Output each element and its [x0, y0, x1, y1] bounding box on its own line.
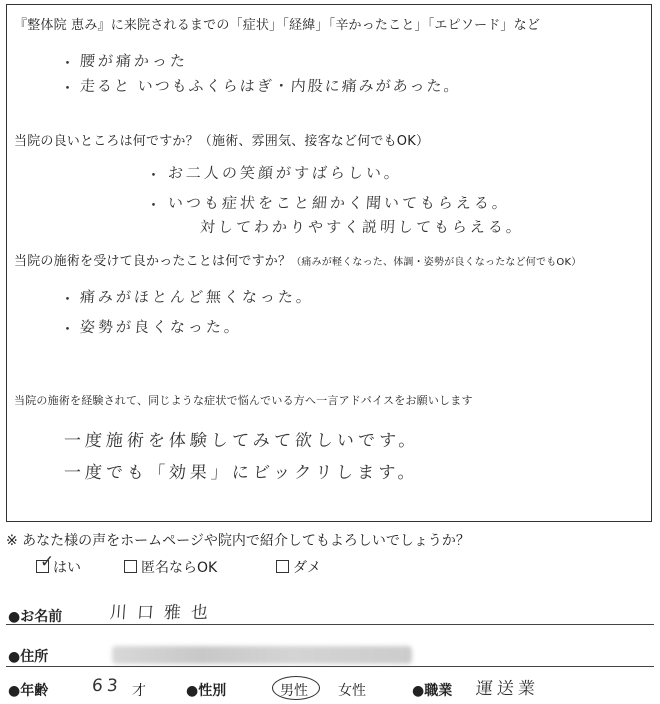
- gender-label: ●性別: [186, 683, 227, 699]
- consent-option-no-label: ダメ: [293, 560, 321, 576]
- bullet: ・: [146, 166, 162, 184]
- name-label: ●お名前: [8, 609, 63, 625]
- answer-benefits-2: 姿勢が良くなった。: [79, 318, 243, 336]
- age-value: 63: [91, 676, 123, 696]
- bullet: ・: [146, 196, 162, 214]
- answer-benefits-1: 痛みがほとんど無くなった。: [79, 288, 315, 306]
- address-underline: [6, 666, 654, 667]
- consent-question: ※ あなた様の声をホームページや院内で紹介してもよろしいでしょうか？: [6, 533, 470, 549]
- consent-option-anonymous-label: 匿名ならOK: [141, 560, 218, 576]
- gender-female[interactable]: 女性: [338, 683, 366, 699]
- consent-option-yes-label: はい: [53, 560, 81, 576]
- answer-advice-1: 一度施術を体験してみて欲しいです。: [63, 431, 421, 451]
- question-symptoms: 『整体院 恵み』に来院されるまでの「症状」「経緯」「辛かったこと」「エピソード」など: [14, 18, 541, 33]
- answer-symptoms-2: 走ると いつもふくらはぎ・内股に痛みがあった。: [79, 77, 462, 95]
- address-redacted: [112, 646, 412, 664]
- checkbox-no[interactable]: [276, 560, 289, 573]
- job-label: ●職業: [412, 683, 453, 699]
- age-unit: 才: [132, 683, 146, 699]
- question-advice: 当院の施術を経験されて、同じような症状で悩んでいる方へ一言アドバイスをお願いします: [14, 394, 473, 407]
- question-benefits: [14, 250, 581, 269]
- answer-good-points-2: いつも症状をこと細かく聞いてもらえる。: [167, 194, 511, 212]
- bullet: ・: [60, 79, 76, 97]
- question-benefits-main: 当院の施術を受けて良かったことは何ですか？: [14, 254, 292, 269]
- bullet: ・: [60, 290, 76, 308]
- bullet: ・: [60, 54, 76, 72]
- bullet: ・: [60, 320, 76, 338]
- question-good-points: 当院の良いところは何ですか？（施術、雰囲気、接客など何でもOK）: [14, 134, 430, 149]
- consent-option-anonymous[interactable]: [124, 557, 217, 577]
- check-mark-icon: ✓: [40, 552, 55, 572]
- consent-option-no[interactable]: [276, 557, 321, 577]
- checkbox-anonymous[interactable]: [124, 560, 137, 573]
- answer-advice-2: 一度でも「効果」にビックリします。: [63, 463, 420, 483]
- job-value: 運送業: [475, 679, 540, 699]
- answer-good-points-3: 対してわかりやすく説明してもらえる。: [199, 218, 525, 236]
- question-benefits-note: （痛みが軽くなった、体調・姿勢が良くなったなど何でもOK）: [291, 257, 582, 268]
- name-value: 川口雅也: [109, 603, 219, 623]
- age-label: ●年齢: [8, 683, 49, 699]
- answer-symptoms-1: 腰が痛かった: [79, 52, 189, 70]
- address-label: ●住所: [8, 649, 49, 665]
- gender-male[interactable]: 男性: [280, 683, 308, 699]
- name-underline: [6, 624, 654, 625]
- answer-good-points-1: お二人の笑顔がすばらしい。: [167, 164, 403, 182]
